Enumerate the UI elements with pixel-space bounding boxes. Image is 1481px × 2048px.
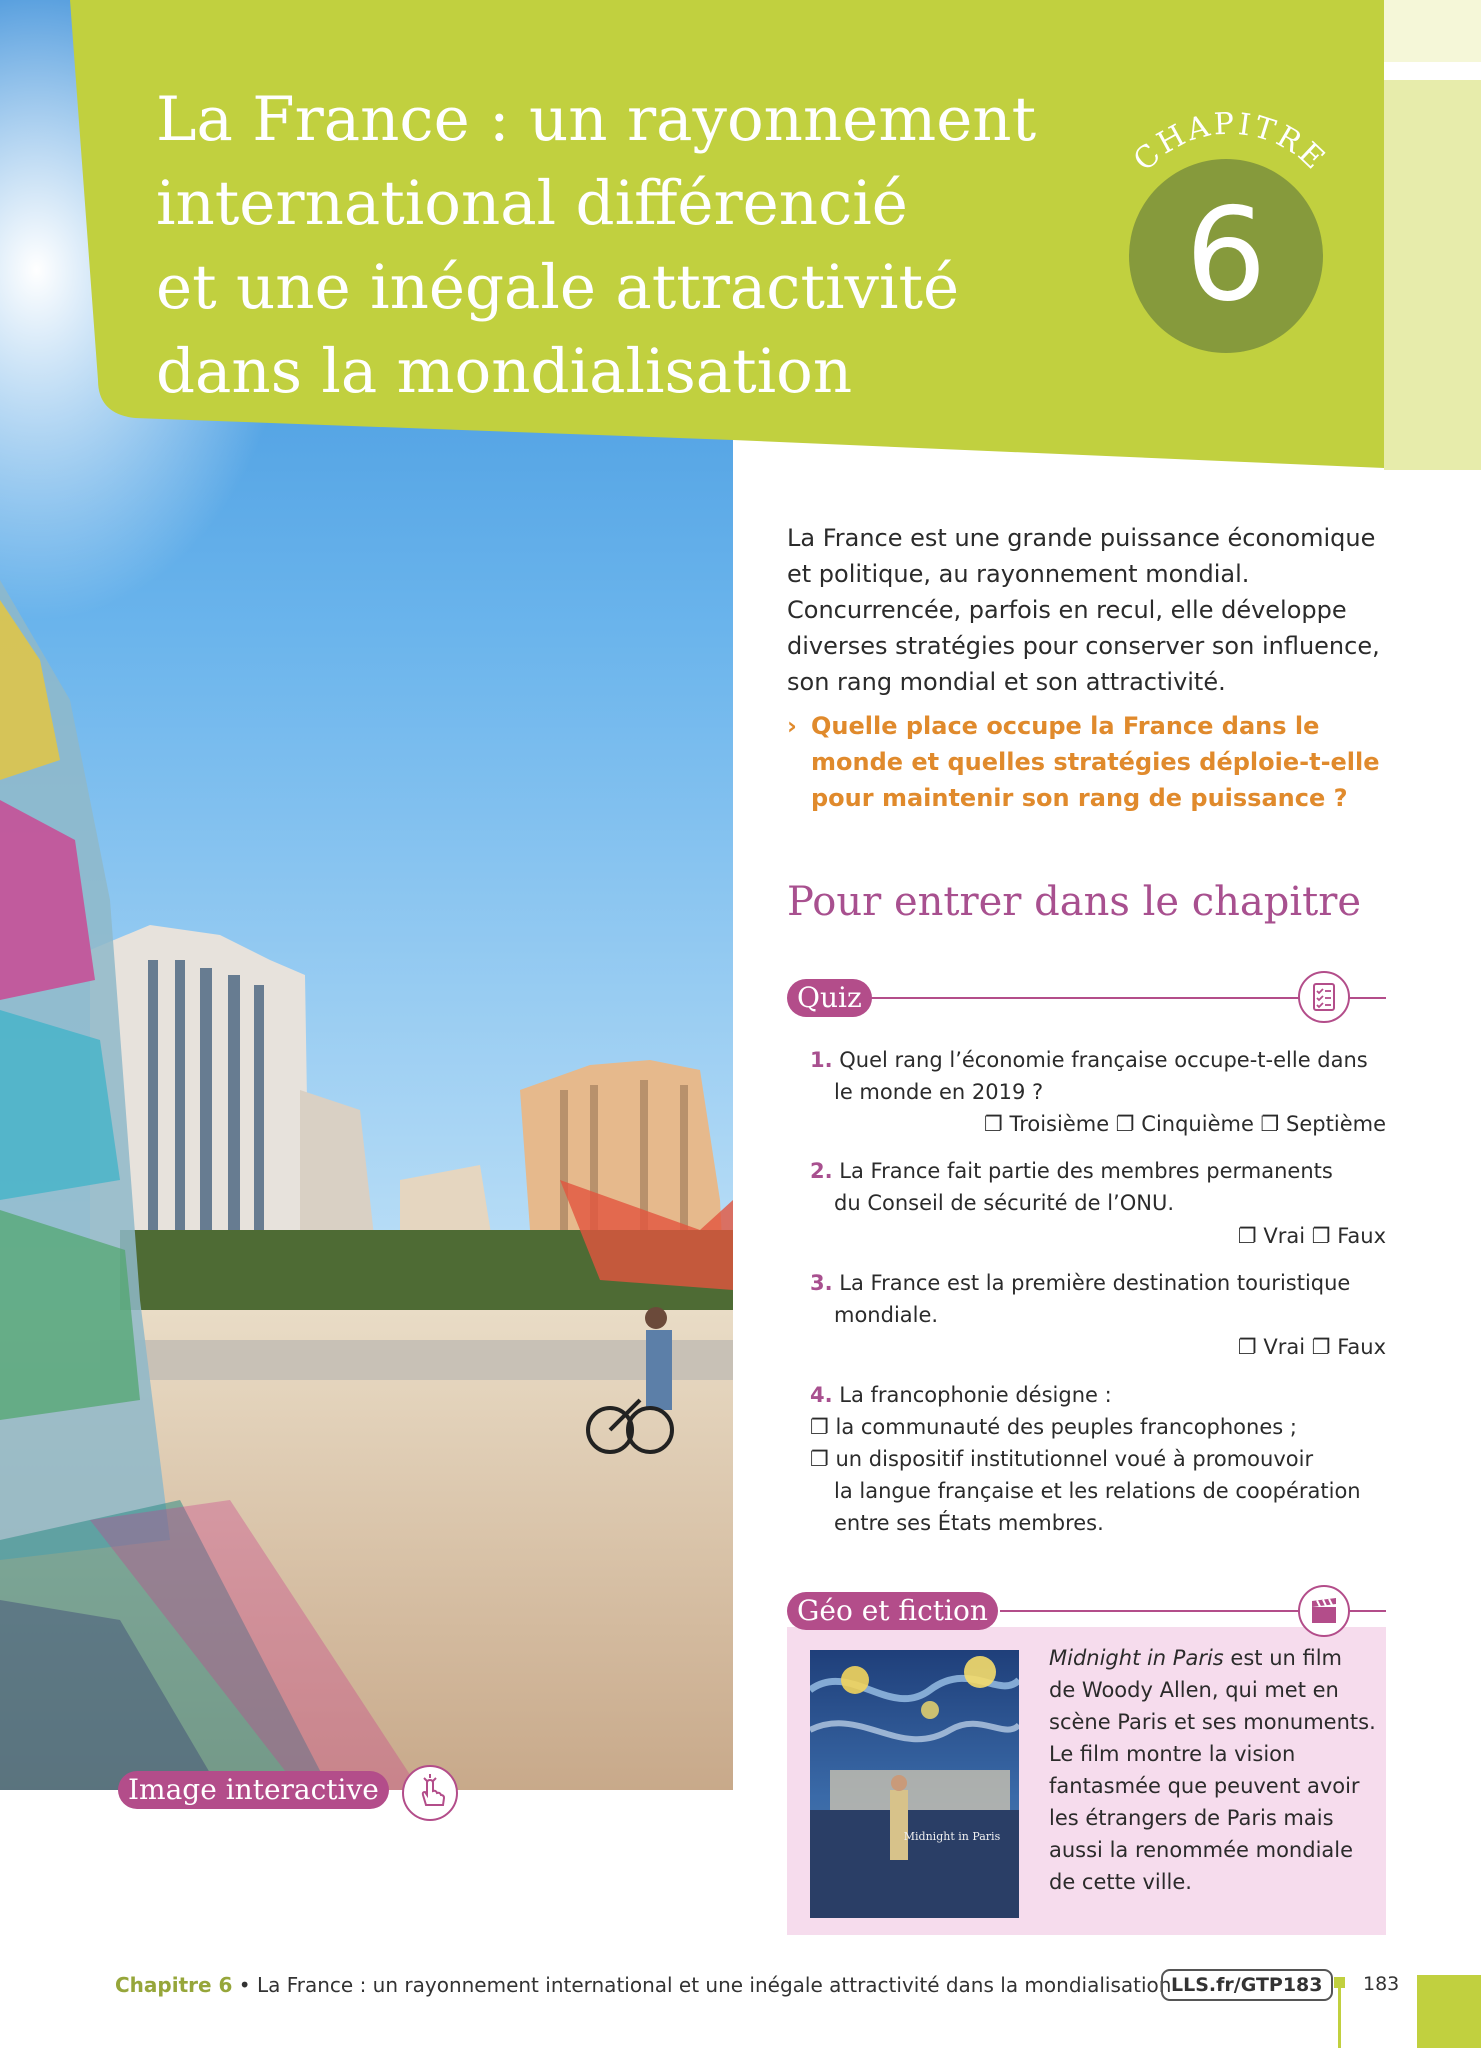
- quiz-option[interactable]: ❐ un dispositif institutionnel voué à promouvoir: [810, 1447, 1314, 1471]
- title-line: et une inégale attractivité: [156, 252, 960, 323]
- footer-marker: [1334, 1977, 1345, 1988]
- geo-line: de Woody Allen, qui met en: [1049, 1678, 1339, 1702]
- question-number: 2.: [810, 1159, 833, 1183]
- question-text: La France est la première destination touristique: [839, 1271, 1351, 1295]
- quiz-options-2[interactable]: ❐ Vrai ❐ Faux: [1237, 1224, 1386, 1248]
- quiz-question-2: [810, 1155, 1386, 1219]
- page-corner-tab: [1417, 1975, 1481, 2048]
- quiz-option-cont: entre ses États membres.: [834, 1511, 1104, 1535]
- image-interactive-button[interactable]: Image interactive: [118, 1771, 389, 1809]
- clapperboard-icon[interactable]: [1298, 1585, 1350, 1637]
- quiz-question-1: [810, 1044, 1386, 1108]
- geo-line: fantasmée que peuvent avoir: [1049, 1774, 1360, 1798]
- problem-question: [787, 708, 1402, 816]
- section-title: Pour entrer dans le chapitre: [787, 879, 1362, 925]
- footer-text: [115, 1970, 1171, 2000]
- geo-line: est un film: [1223, 1646, 1343, 1670]
- question-text: La francophonie désigne :: [839, 1383, 1112, 1407]
- title-line: La France : un rayonnement: [156, 84, 1037, 155]
- svg-text:CHAPITRE: CHAPITRE: [1126, 106, 1334, 179]
- page-title: [156, 78, 1056, 414]
- footer-marker-stem: [1338, 1988, 1341, 2048]
- geo-line: aussi la renommée mondiale: [1049, 1838, 1354, 1862]
- checklist-icon[interactable]: [1298, 971, 1350, 1023]
- poster-caption: Midnight in Paris: [903, 1830, 1001, 1843]
- film-title: Midnight in Paris: [1049, 1646, 1224, 1670]
- quiz-option[interactable]: ❐ la communauté des peuples francophones ;: [810, 1415, 1297, 1439]
- film-poster: [810, 1650, 1019, 1918]
- quiz-question-4: [810, 1379, 1386, 1539]
- question-number: 1.: [810, 1048, 833, 1072]
- question-text: du Conseil de sécurité de l’ONU.: [834, 1191, 1174, 1215]
- question-text: La France fait partie des membres permanents: [839, 1159, 1333, 1183]
- footer-link[interactable]: LLS.fr/GTP183: [1161, 1969, 1333, 2001]
- geo-fiction-text: [1049, 1642, 1379, 1898]
- question-number: 3.: [810, 1271, 833, 1295]
- title-line: international différencié: [156, 168, 908, 239]
- geo-line: les étrangers de Paris mais: [1049, 1806, 1334, 1830]
- geo-fiction-label: Géo et fiction: [787, 1592, 998, 1630]
- question-text: le monde en 2019 ?: [834, 1080, 1044, 1104]
- question-number: 4.: [810, 1383, 833, 1407]
- geo-line: scène Paris et ses monuments.: [1049, 1710, 1376, 1734]
- problem-question-text: Quelle place occupe la France dans le monde et quelles stratégies déploie-t-elle pour maintenir son rang de puissance ?: [811, 712, 1380, 812]
- footer-chapter: Chapitre 6: [115, 1973, 233, 1997]
- quiz-option-cont: la langue française et les relations de coopération: [834, 1479, 1361, 1503]
- footer-title: • La France : un rayonnement international et une inégale attractivité dans la mondialisation: [232, 1973, 1172, 1997]
- chevron-right-icon: ›: [787, 712, 797, 740]
- quiz-options-1[interactable]: ❐ Troisième ❐ Cinquième ❐ Septième: [983, 1112, 1386, 1136]
- intro-paragraph: La France est une grande puissance économique et politique, au rayonnement mondial. Concurrencée, parfois en recul, elle développe diverses stratégies pour conserver son influence, son rang mondial et son attractivité.: [787, 524, 1380, 696]
- quiz-question-3: [810, 1267, 1386, 1331]
- chapter-number: 6: [1129, 159, 1323, 353]
- question-text: mondiale.: [834, 1303, 939, 1327]
- hand-pointer-icon[interactable]: [402, 1765, 458, 1821]
- geo-line: de cette ville.: [1049, 1870, 1192, 1894]
- quiz-label: Quiz: [787, 979, 872, 1017]
- quiz-options-3[interactable]: ❐ Vrai ❐ Faux: [1237, 1335, 1386, 1359]
- page-number: 183: [1363, 1973, 1400, 1995]
- question-text: Quel rang l’économie française occupe-t-elle dans: [839, 1048, 1368, 1072]
- geo-line: Le film montre la vision: [1049, 1742, 1296, 1766]
- title-line: dans la mondialisation: [156, 336, 853, 407]
